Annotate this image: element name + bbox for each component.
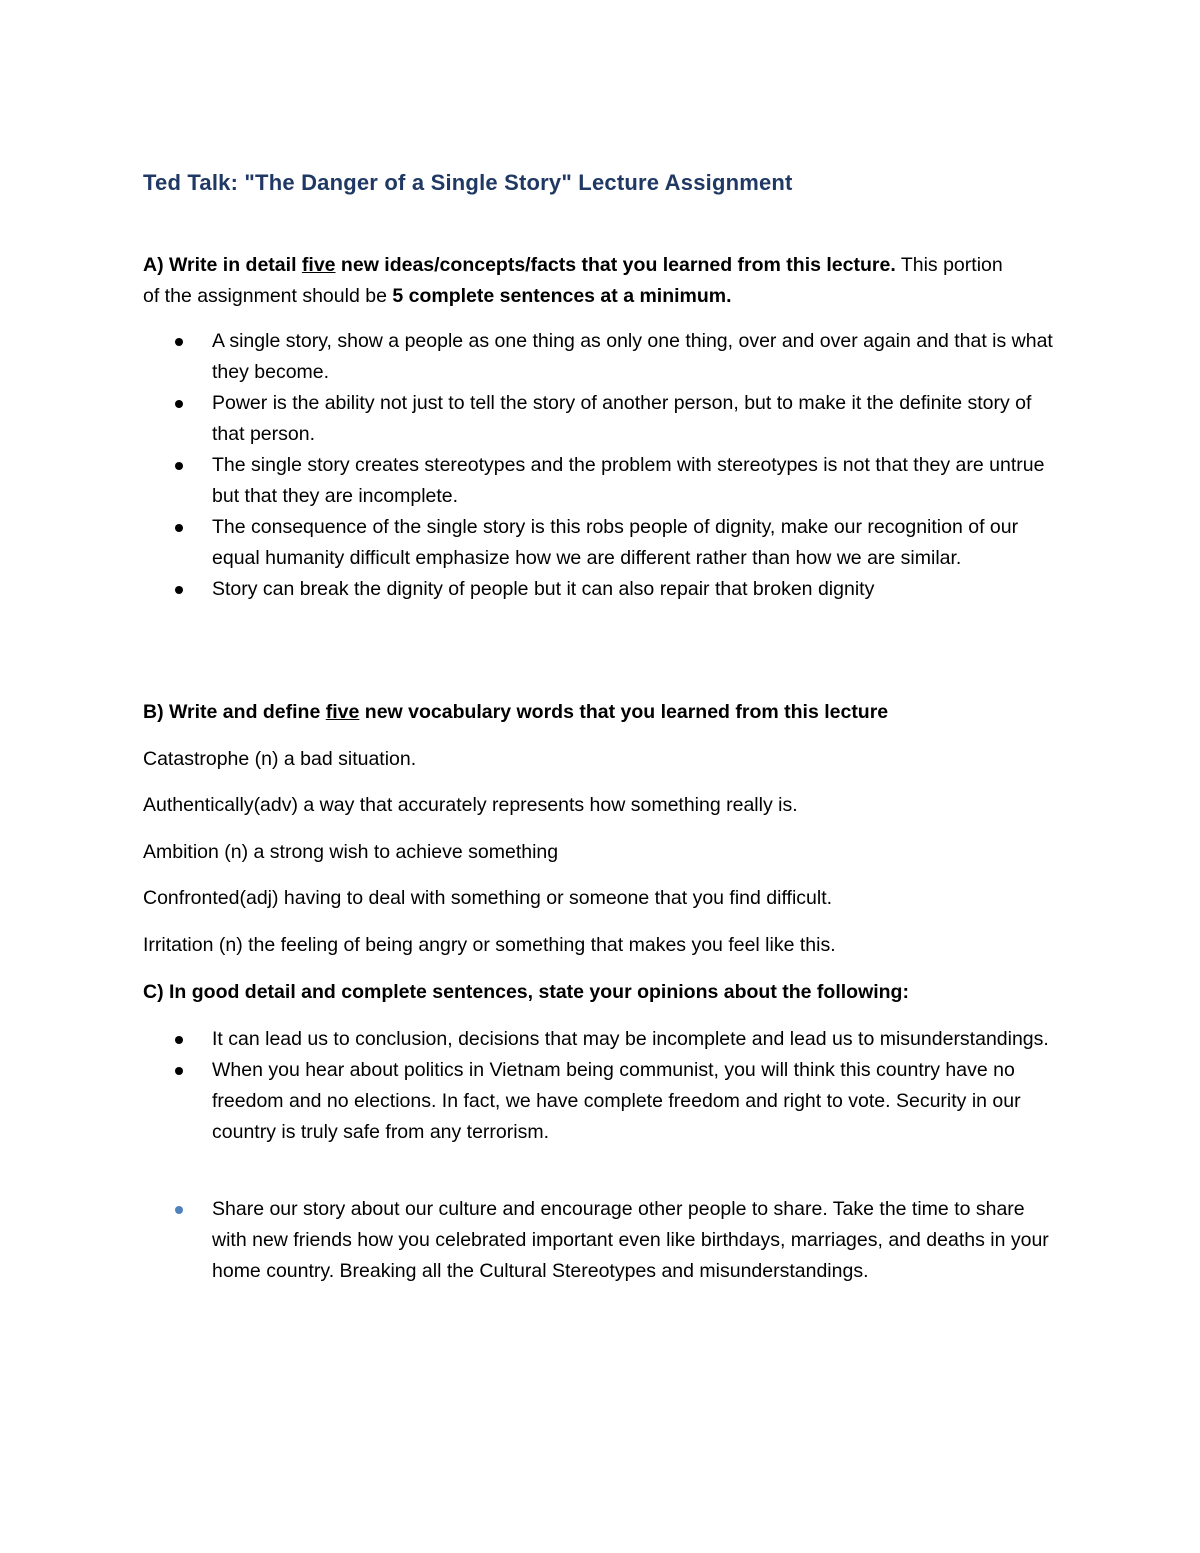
- list-item-text: The single story creates stereotypes and the problem with stereotypes is not that they are untrue but that they are incomplete.: [212, 454, 1045, 507]
- bullet-icon: [175, 338, 183, 346]
- vocab-ambition: Ambition (n) a strong wish to achieve something: [143, 841, 559, 863]
- list-item: [143, 388, 1063, 450]
- list-item-text: Share our story about our culture and encourage other people to share. Take the time to share with new friends how you celebrated important even like birthdays, marriages, and deaths in your home country. Breaking all the Cultural Stereotypes and misunderstandings.: [212, 1198, 1049, 1282]
- section-a-prompt-underlined: five: [301, 254, 336, 276]
- section-a-prompt-part4: 5 complete sentences at a minimum.: [392, 285, 732, 307]
- section-b-prompt-underlined: five: [325, 701, 360, 723]
- section-a-list: [143, 326, 1063, 605]
- list-item: [143, 512, 1063, 574]
- section-c-list-extra: [143, 1194, 1063, 1287]
- section-a-prompt: [143, 250, 1023, 312]
- list-item: [143, 1055, 1063, 1148]
- list-item: [143, 326, 1063, 388]
- section-a-prompt-part2: new ideas/concepts/facts that you learned from this lecture.: [335, 254, 896, 276]
- list-item-text: Story can break the dignity of people but it can also repair that broken dignity: [212, 578, 875, 600]
- vocab-irritation: Irritation (n) the feeling of being angry or something that makes you feel like this.: [143, 934, 836, 956]
- list-item: [143, 450, 1063, 512]
- list-item-text: A single story, show a people as one thing as only one thing, over and over again and that is what they become.: [212, 330, 1053, 383]
- bullet-icon: [175, 1206, 183, 1214]
- section-c-list: [143, 1024, 1063, 1148]
- bullet-icon: [175, 586, 183, 594]
- list-item-text: It can lead us to conclusion, decisions that may be incomplete and lead us to misunderstandings.: [212, 1028, 1049, 1050]
- vocab-confronted: Confronted(adj) having to deal with something or someone that you find difficult.: [143, 887, 833, 909]
- bullet-icon: [175, 400, 183, 408]
- section-c-prompt: C) In good detail and complete sentences, state your opinions about the following:: [143, 981, 909, 1003]
- bullet-icon: [175, 462, 183, 470]
- list-item-text: When you hear about politics in Vietnam being communist, you will think this country have no freedom and no elections. In fact, we have complete freedom and right to vote. Security in our country is truly safe from any terrorism.: [212, 1059, 1021, 1143]
- section-b-prompt-part1: B) Write and define: [143, 701, 326, 723]
- bullet-icon: [175, 1036, 183, 1044]
- document-title: Ted Talk: "The Danger of a Single Story" Lecture Assignment: [143, 170, 793, 195]
- section-a-prompt-part1: A) Write in detail: [143, 254, 302, 276]
- vocab-authentically: Authentically(adv) a way that accurately represents how something really is.: [143, 794, 798, 816]
- bullet-icon: [175, 524, 183, 532]
- list-item: [143, 1024, 1063, 1055]
- vocab-catastrophe: Catastrophe (n) a bad situation.: [143, 748, 417, 770]
- list-item: [143, 1194, 1063, 1287]
- list-item-text: The consequence of the single story is this robs people of dignity, make our recognition of our equal humanity difficult emphasize how we are different rather than how we are similar.: [212, 516, 1019, 569]
- section-b-prompt-part2: new vocabulary words that you learned from this lecture: [359, 701, 889, 723]
- bullet-icon: [175, 1067, 183, 1075]
- list-item: [143, 574, 1063, 605]
- section-a-prompt-part3: This portion of the assignment should be: [143, 254, 1003, 307]
- section-b-prompt: [143, 697, 888, 728]
- list-item-text: Power is the ability not just to tell the story of another person, but to make it the definite story of that person.: [212, 392, 1032, 445]
